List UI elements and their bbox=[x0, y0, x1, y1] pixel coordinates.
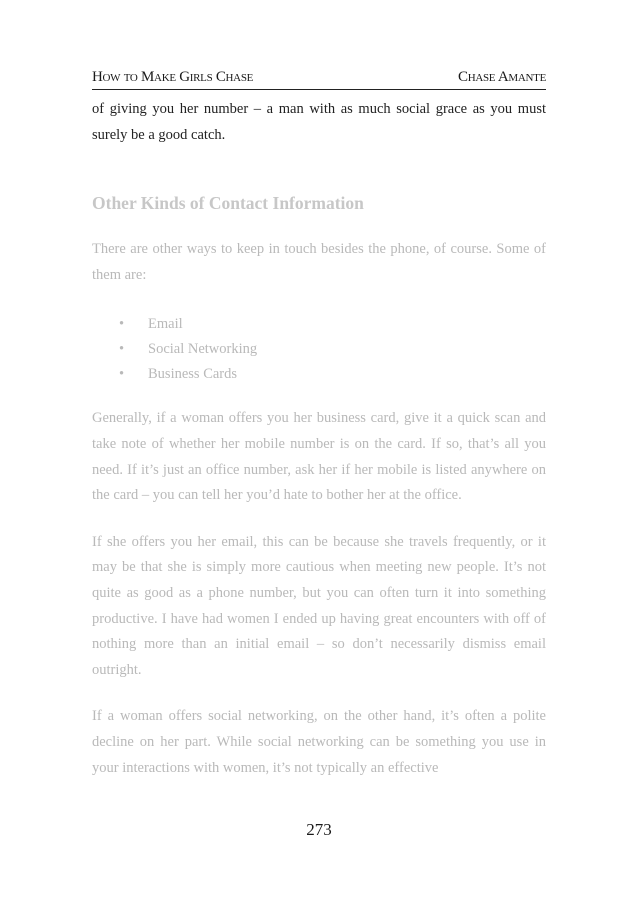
bullet-icon: • bbox=[119, 341, 125, 358]
paragraph-business-cards: Generally, if a woman offers you her business card, give it a quick scan and take note of whether her mobile number is on the card. If so, that’s all you need. If it’s just an office number, ask her if her mobile is listed anywhere on the card – you can tell her you’d hate to bother her at the office. bbox=[92, 410, 546, 504]
bullet-icon: • bbox=[119, 366, 125, 383]
spacer bbox=[92, 683, 546, 704]
list-item bbox=[92, 312, 546, 337]
paragraph-email: If she offers you her email, this can be because she travels frequently, or it may be that she is simply more cautious when meeting new people. It’s not quite as good as a phone number, but you can often turn it into something productive. I have had women I ended up having great encounters with off of nothing more than an initial email – so don’t necessarily dismiss email outright. bbox=[92, 533, 546, 678]
contact-methods-list bbox=[92, 312, 546, 387]
paragraph-contact-ways: There are other ways to keep in touch besides the phone, of course. Some of them are: bbox=[92, 241, 546, 283]
spacer bbox=[92, 216, 546, 237]
list-item bbox=[92, 337, 546, 362]
list-item-label: Email bbox=[148, 316, 183, 333]
paragraph-social-networking: If a woman offers social networking, on the other hand, it’s often a polite decline on her part. While social networking can be something you use in your interactions with women, it’s not typically an effective bbox=[92, 708, 546, 776]
spacer bbox=[92, 387, 546, 406]
running-header bbox=[92, 62, 546, 86]
section-heading: Other Kinds of Contact Information bbox=[92, 193, 364, 214]
spacer bbox=[92, 288, 546, 312]
list-item bbox=[92, 362, 546, 387]
list-item-label: Business Cards bbox=[148, 366, 238, 383]
list-item-label: Social Networking bbox=[148, 341, 258, 358]
intro-paragraph: of giving you her number – a man with as much social grace as you must surely be a good catch. bbox=[92, 101, 546, 143]
page-number: 273 bbox=[306, 820, 332, 839]
spacer bbox=[92, 148, 546, 190]
bullet-icon: • bbox=[119, 316, 125, 333]
spacer bbox=[92, 509, 546, 530]
header-divider bbox=[92, 89, 546, 90]
page-body bbox=[92, 97, 546, 781]
header-author: Chase Amante bbox=[458, 69, 546, 85]
header-book-title: How to Make Girls Chase bbox=[92, 69, 254, 85]
